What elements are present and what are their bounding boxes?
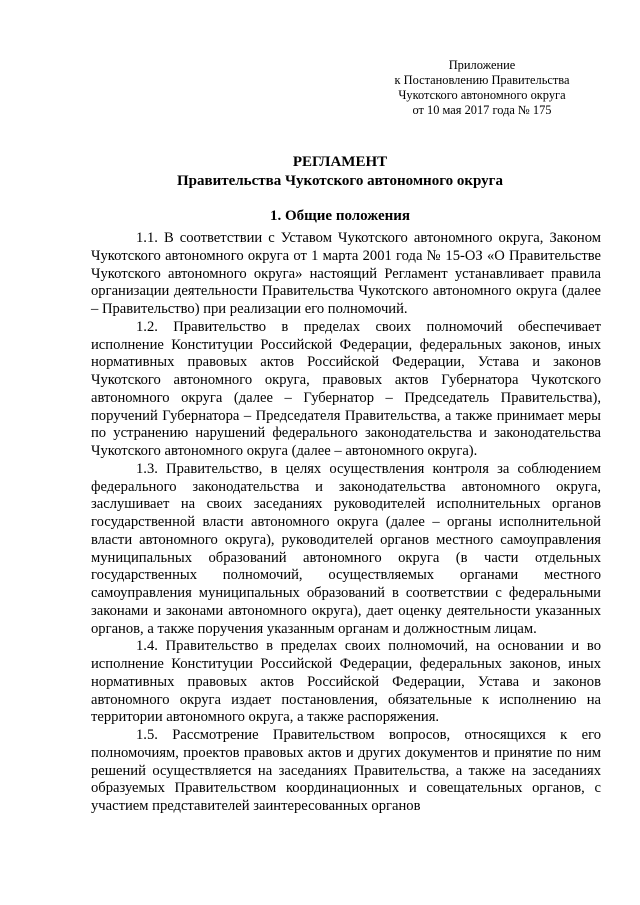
paragraph-1-2: 1.2. Правительство в пределах своих полномочий обеспечивает исполнение Конституции Российской Федерации, федеральных законов, иных нормативных правовых актов Российской Федерации, Устава и законов Чукотского автономного округа, правовых актов Губернатора Чукотского автономного округа (далее – Губернатор – Председатель Правительства), поручений Губернатора – Председателя Правительства, а также принимает меры по устранению нарушений федерального законодательства и законодательства Чукотского автономного округа (далее – автономного округа). [91,318,601,459]
document-body [91,230,601,816]
paragraph-1-4: 1.4. Правительство в пределах своих полномочий, на основании и во исполнение Конституции Российской Федерации, федеральных законов, иных нормативных правовых актов Российской Федерации, Устава и законов автономного округа издает постановления, обязательные к исполнению на территории автономного округа, а также распоряжения. [91,638,601,726]
appendix-date-number: от 10 мая 2017 года № 175 [412,103,552,117]
paragraph-1-5: 1.5. Рассмотрение Правительством вопросов, относящихся к его полномочиям, проектов правовых актов и других документов и принятие по ним решений осуществляется на заседаниях Правительства, а также на заседаниях образуемых Правительством координационных и совещательных органов, с участием представителей заинтересованных органов [91,727,601,814]
paragraph-1-1: 1.1. В соответствии с Уставом Чукотского автономного округа, Законом Чукотского автономного округа от 1 марта 2001 года № 15-ОЗ «О Правительстве Чукотского автономного округа» настоящий Регламент устанавливает правила организации деятельности Правительства Чукотского автономного округа (далее – Правительство) при реализации его полномочий. [91,230,601,317]
appendix-block [382,58,582,118]
document-subtitle: Правительства Чукотского автономного округа [176,173,503,189]
appendix-government-name: Чукотского автономного округа [398,88,566,102]
appendix-resolution-ref: к Постановлению Правительства [394,73,570,87]
document-title: РЕГЛАМЕНТ [292,154,388,170]
appendix-label: Приложение [448,58,516,72]
paragraph-1-3: 1.3. Правительство, в целях осуществления контроля за соблюдением федерального законодательства и законодательства автономного округа, заслушивает на своих заседаниях руководителей исполнительных органов государственной власти автономного округа (далее – органы исполнительной власти автономного округа), руководителей органов местного самоуправления муниципальных образований автономного округа (в части отдельных государственных полномочий, осуществляемых органами местного самоуправления муниципальных образований в соответствии с федеральными законами и законами автономного округа), дает оценку деятельности указанных органов, а также поручения указанным органам и должностным лицам. [91,460,601,637]
section-heading: 1. Общие положения [269,208,411,224]
